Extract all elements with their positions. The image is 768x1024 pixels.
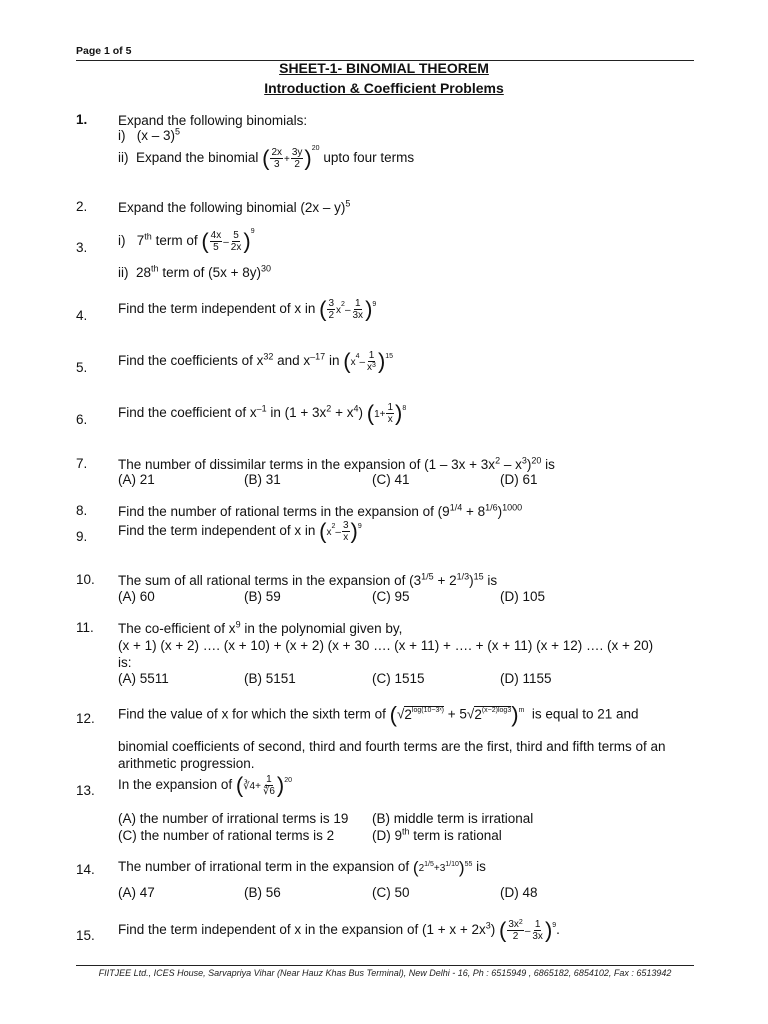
question-text <box>118 919 694 942</box>
fraction <box>366 350 377 373</box>
option-d <box>372 828 502 843</box>
question-text <box>118 503 694 520</box>
sub-text: term of <box>155 233 198 249</box>
question-text <box>118 572 694 589</box>
question-text <box>118 402 694 425</box>
option-c: (C) the number of rational terms is 2 <box>118 828 335 843</box>
radical: $√2^{(x-2)log3}$ <box>466 706 512 722</box>
exponent: 1/4 <box>449 502 463 513</box>
exponent: (x−2)log3 <box>481 707 512 714</box>
text: Find the term independent of x in <box>118 523 316 539</box>
paren: ( <box>319 296 327 322</box>
text: + 8 <box>465 504 486 519</box>
text: is <box>545 457 555 472</box>
option-c: (C) 41 <box>372 472 410 487</box>
text: Find the term independent of x in the expansion of (1 + x + 2x <box>118 922 486 938</box>
operator: – <box>359 357 366 369</box>
question-number: 2. <box>76 199 88 214</box>
text: Expand the following binomial (2x – y) <box>118 200 346 215</box>
exponent: 15 <box>385 353 394 360</box>
question-number: 1. <box>76 112 88 127</box>
option-a: (A) 5511 <box>118 671 169 686</box>
text: The number of dissimilar terms in the expansion of (1 – 3x + 3x <box>118 457 496 472</box>
text: Find the term independent of x in <box>118 301 316 317</box>
text: ) <box>490 922 496 938</box>
ordinal-suffix: th <box>151 263 159 274</box>
denominator: 2x <box>230 242 242 253</box>
numerator: 1 <box>534 919 541 930</box>
expression: (x – 3) <box>136 128 176 143</box>
text: Find the value of x for which the sixth term of <box>118 706 386 722</box>
fraction <box>531 919 544 942</box>
option-b: (B) 59 <box>244 589 281 604</box>
numerator: 2x <box>271 147 283 158</box>
option-d: (D) 1155 <box>500 671 552 686</box>
question-number: 13. <box>76 783 95 798</box>
paren: ) <box>243 228 251 254</box>
numerator: 4x <box>210 230 222 241</box>
option-d: (D) 48 <box>500 885 538 900</box>
text: ) <box>497 504 503 519</box>
question-number: 12. <box>76 711 95 726</box>
option-d: (D) 61 <box>500 472 538 487</box>
text: Find the number of rational terms in the expansion of (9 <box>118 504 450 519</box>
numerator: 3 <box>342 520 349 531</box>
sub-question <box>118 128 180 143</box>
ordinal-suffix: th <box>402 826 410 837</box>
base: 2 <box>418 863 425 874</box>
question-number: 10. <box>76 572 95 587</box>
sub-label: ii) <box>118 150 129 166</box>
numerator: 3 <box>328 298 335 309</box>
text: Find the coefficient of x <box>118 405 257 421</box>
exponent: 1/5 <box>424 861 434 868</box>
exponent: 2 <box>495 455 501 466</box>
question-text <box>118 298 694 321</box>
numerator <box>507 919 523 931</box>
fraction <box>327 298 335 321</box>
paren: ) <box>395 400 403 426</box>
exponent: 1/6 <box>485 502 498 513</box>
fraction <box>210 230 223 253</box>
denominator: 3 <box>273 159 280 170</box>
text: The sum of all rational terms in the expansion of (3 <box>118 573 422 588</box>
radical: $√2^{log(10-3ˣ)}$ <box>396 706 444 722</box>
question-number: 15. <box>76 928 95 943</box>
text: and x <box>277 353 311 369</box>
numerator: 5 <box>233 230 239 241</box>
operator: + <box>433 863 440 874</box>
fraction <box>386 402 394 425</box>
fraction <box>291 147 304 170</box>
sheet-subtitle: Introduction & Coefficient Problems <box>264 80 504 96</box>
text: Find the coefficients of x <box>118 353 264 369</box>
numerator: 1 <box>368 350 375 361</box>
fraction <box>352 298 365 321</box>
sheet-title: SHEET-1- BINOMIAL THEOREM <box>279 60 489 76</box>
paren: ( <box>262 145 270 171</box>
text: in (1 + 3x <box>270 405 327 421</box>
exponent: 32 <box>263 351 274 362</box>
numerator: 3y <box>291 147 303 158</box>
exponent: 1/10 <box>445 861 459 868</box>
question-number: 11. <box>76 620 94 635</box>
question-number: 5. <box>76 360 88 375</box>
fraction <box>230 230 243 253</box>
paren: ) <box>365 296 373 322</box>
operator: – <box>524 926 531 938</box>
exponent: 5 <box>175 126 181 137</box>
ordinal-suffix: th <box>144 231 152 242</box>
paren: ( <box>235 772 244 798</box>
option-b: (B) 56 <box>244 885 281 900</box>
variable: x <box>336 305 342 317</box>
question-text: Expand the following binomials: <box>118 113 308 128</box>
exponent: 5 <box>345 198 351 209</box>
exponent: 3 <box>485 920 491 931</box>
exponent: 2 <box>341 301 345 308</box>
exponent: 1000 <box>502 502 523 513</box>
exponent: m <box>518 707 525 714</box>
text: ) <box>358 405 363 421</box>
question-number: 14. <box>76 862 95 877</box>
paren: ( <box>389 702 397 727</box>
sub-text: upto four terms <box>323 150 415 166</box>
option-c: (C) 95 <box>372 589 410 604</box>
denominator: x <box>387 414 393 425</box>
exponent: 3 <box>372 362 376 369</box>
exponent: 55 <box>464 861 473 868</box>
term: 3x <box>508 919 519 930</box>
exponent: 9 <box>357 523 362 530</box>
text: term is rational <box>413 828 502 843</box>
option-c: (C) 1515 <box>372 671 425 686</box>
exponent: 20 <box>284 777 293 784</box>
text: + x <box>335 405 354 421</box>
text: is <box>476 859 486 874</box>
variable: x <box>350 357 356 369</box>
variable: x <box>326 527 332 539</box>
operator: + 5 <box>447 706 467 722</box>
exponent: –1 <box>256 403 267 414</box>
paren: ( <box>412 857 419 877</box>
base: 3 <box>439 863 446 874</box>
exponent: 20 <box>531 455 542 466</box>
question-text <box>118 199 694 216</box>
fraction <box>342 520 350 543</box>
numerator: 1 <box>355 298 361 309</box>
question-number: 8. <box>76 503 88 518</box>
operator: – <box>223 237 229 249</box>
question-number: 3. <box>76 240 88 255</box>
exponent: log(10−3ˣ) <box>411 707 444 714</box>
text: + 2 <box>437 573 457 588</box>
text: . <box>556 922 560 938</box>
denominator: 3x <box>532 931 543 942</box>
question-number: 4. <box>76 308 88 323</box>
text: ) <box>526 457 532 472</box>
fraction <box>507 919 523 942</box>
exponent: 2 <box>326 403 332 414</box>
sub-text: Expand the binomial <box>136 150 259 166</box>
exponent: 1/3 <box>456 571 470 582</box>
denominator: 5 <box>213 242 219 253</box>
paren: ) <box>544 917 553 943</box>
paren: ( <box>499 917 507 943</box>
denominator: 2 <box>294 159 300 170</box>
exponent: 8 <box>402 405 407 412</box>
option-c: (C) 50 <box>372 885 410 900</box>
question-text <box>118 704 694 726</box>
footer-address: FIITJEE Ltd., ICES House, Sarvapriya Vihar (Near Hauz Khas Bus Terminal), New Delhi - 16, Ph : 6515949 , 6865182, 6854102, Fax : 6513942 <box>98 968 672 978</box>
question-number: 7. <box>76 456 88 471</box>
sub-text: term of (5x + 8y) <box>162 265 261 280</box>
numerator: 1 <box>266 774 272 785</box>
ordinal: 7 <box>136 233 145 249</box>
text: ) <box>469 573 474 588</box>
fraction <box>270 147 283 170</box>
denominator <box>366 362 377 373</box>
text: (D) 9 <box>372 828 402 843</box>
exponent: 4 <box>353 403 359 414</box>
variable: x <box>367 362 373 373</box>
paren: ) <box>511 702 519 727</box>
exponent: 2 <box>518 919 523 926</box>
denominator: 2 <box>512 931 519 942</box>
ordinal: 28 <box>136 265 152 280</box>
operator: – <box>335 527 341 539</box>
exponent: 20 <box>311 145 320 152</box>
exponent: 1/5 <box>421 571 434 582</box>
text: The co-efficient of x <box>118 621 236 636</box>
paren: ) <box>350 518 358 544</box>
option-a: (A) the number of irrational terms is 19 <box>118 811 349 826</box>
denominator: ∜6 <box>262 786 275 797</box>
option-a: (A) 47 <box>118 885 155 900</box>
text: is equal to 21 and <box>531 706 639 722</box>
question-text <box>118 858 694 877</box>
paren: ( <box>366 400 375 426</box>
exponent: 9 <box>552 922 557 929</box>
sub-question <box>118 230 255 253</box>
question-number: 9. <box>76 529 88 544</box>
paren: ) <box>377 348 386 374</box>
exponent: 3 <box>521 455 527 466</box>
sub-label: i) <box>118 233 126 249</box>
page-number: Page 1 of 5 <box>76 45 132 57</box>
operator: + <box>284 154 290 166</box>
question-text <box>118 456 694 473</box>
option-d: (D) 105 <box>500 589 546 604</box>
footer-rule <box>76 965 694 966</box>
sub-question <box>118 147 414 170</box>
sub-label: ii) <box>118 265 129 280</box>
option-b: (B) 5151 <box>244 671 296 686</box>
option-a: (A) 21 <box>118 472 155 487</box>
question-text-line: (x + 1) (x + 2) …. (x + 10) + (x + 2) (x + 30 …. (x + 11) + …. + (x + 11) (x + 12) …. (x + 20) <box>118 638 654 653</box>
question-text <box>118 350 694 373</box>
exponent: 4 <box>355 353 360 360</box>
exponent: 15 <box>473 571 484 582</box>
denominator: x <box>343 532 349 543</box>
option-b: (B) middle term is irrational <box>372 811 534 826</box>
operator: – <box>344 305 351 317</box>
exponent: 9 <box>235 619 241 630</box>
text: In the expansion of <box>118 777 233 793</box>
exponent: 2 <box>331 523 336 530</box>
text: – x <box>503 457 522 472</box>
question-text-line: arithmetic progression. <box>118 756 255 771</box>
question-text-line: is: <box>118 655 132 670</box>
question-text-line: binomial coefficients of second, third and fourth terms are the first, third and fifth terms of an <box>118 739 666 754</box>
denominator: 2 <box>328 310 335 321</box>
paren: ) <box>276 772 285 798</box>
exponent: 9 <box>372 301 377 308</box>
fraction <box>262 774 276 797</box>
operator: + <box>255 781 261 793</box>
text: in the polynomial given by, <box>244 621 403 636</box>
option-b: (B) 31 <box>244 472 281 487</box>
paren: ( <box>201 228 209 254</box>
exponent: 30 <box>260 263 271 274</box>
paren: ) <box>458 857 465 877</box>
paren: ( <box>343 348 351 374</box>
exponent: –17 <box>310 351 326 362</box>
numerator: 1 <box>387 402 394 413</box>
text: The number of irrational term in the expansion of <box>118 859 410 874</box>
text: is <box>487 573 498 588</box>
paren: ) <box>304 145 312 171</box>
term: 1+ <box>374 409 386 421</box>
paren: ( <box>319 518 327 544</box>
denominator: 3x <box>352 310 364 321</box>
question-text <box>118 620 694 637</box>
question-text <box>118 774 694 797</box>
radical: ∛4 <box>243 781 256 793</box>
option-a: (A) 60 <box>118 589 155 604</box>
sub-question <box>118 265 271 280</box>
question-text <box>118 520 694 543</box>
exponent: 9 <box>250 228 255 235</box>
sub-label: i) <box>118 128 126 143</box>
text: in <box>328 353 340 369</box>
question-number: 6. <box>76 412 88 427</box>
